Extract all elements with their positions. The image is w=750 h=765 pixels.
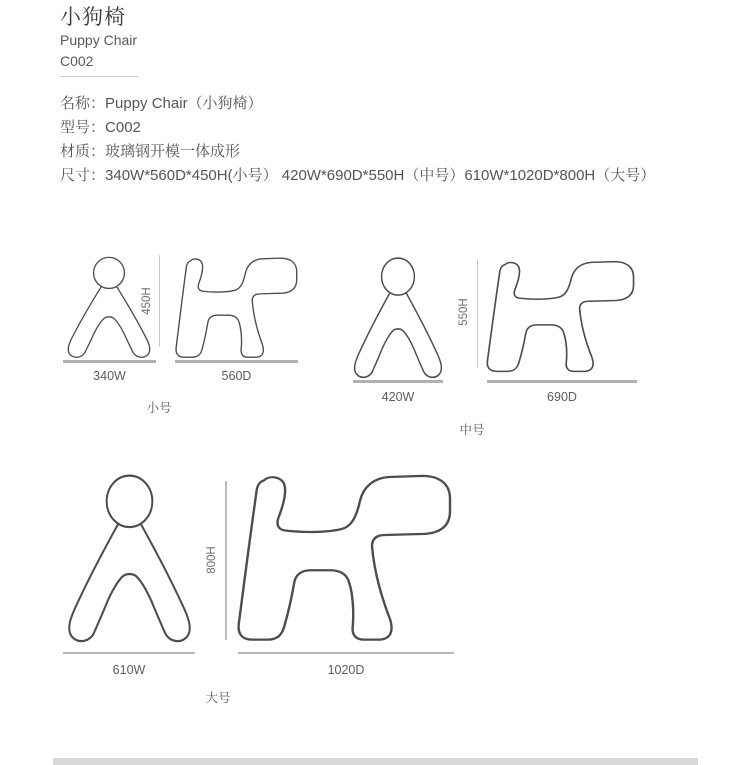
height-dimension-line-large [225,481,227,640]
header-divider [60,76,138,77]
spec-dimensions [60,164,655,188]
depth-dimension-label-medium: 690D [547,390,577,404]
width-dimension-label-large: 610W [112,663,146,677]
spec-name [60,92,655,116]
side-view-drawing-medium [480,257,646,379]
side-view-drawing-large [228,469,468,651]
front-view-drawing-medium [348,254,448,383]
side-view-drawing-small [170,254,307,364]
depth-dimension-label-large: 1020D [327,663,365,677]
height-dimension-label-medium: 550H [458,298,470,326]
height-dimension-line-medium [477,260,478,368]
spec-material-value: 玻璃钢开模一体成形 [105,143,241,160]
depth-dimension-label-small: 560D [221,369,252,383]
depth-dimension-bar-small [175,360,298,363]
depth-dimension-bar-large [238,652,454,654]
product-name-en: Puppy Chair [60,32,138,48]
spec-model-value: C002 [105,119,141,136]
width-dimension-bar-medium [353,380,443,383]
spec-material [60,140,655,164]
depth-dimension-bar-medium [487,380,637,383]
width-dimension-label-small: 340W [93,369,126,383]
size-name-large: 大号 [205,691,231,705]
spec-model [60,116,655,140]
spec-model-label: 型号： [60,119,106,136]
spec-dimensions-label: 尺寸： [60,167,106,184]
front-view-drawing-large [60,470,199,649]
footer-divider-bar [53,758,698,765]
height-dimension-label-large: 800H [206,546,218,574]
height-dimension-line-small [159,255,160,347]
page-title: 小狗椅 [60,6,126,29]
spec-name-label: 名称： [60,95,106,112]
product-model: C002 [60,53,94,69]
width-dimension-bar-large [63,652,195,654]
height-dimension-label-small: 450H [141,287,153,315]
width-dimension-label-medium: 420W [381,390,415,404]
spec-dimensions-value: 340W*560D*450H(小号） 420W*690D*550H（中号）610W*1020D*800H（大号） [105,167,656,184]
size-name-medium: 中号 [459,423,485,437]
spec-material-label: 材质： [60,143,106,160]
spec-list [60,92,655,188]
width-dimension-bar-small [63,360,156,363]
size-name-small: 小号 [146,401,172,415]
spec-name-value: Puppy Chair（小狗椅） [105,95,263,112]
